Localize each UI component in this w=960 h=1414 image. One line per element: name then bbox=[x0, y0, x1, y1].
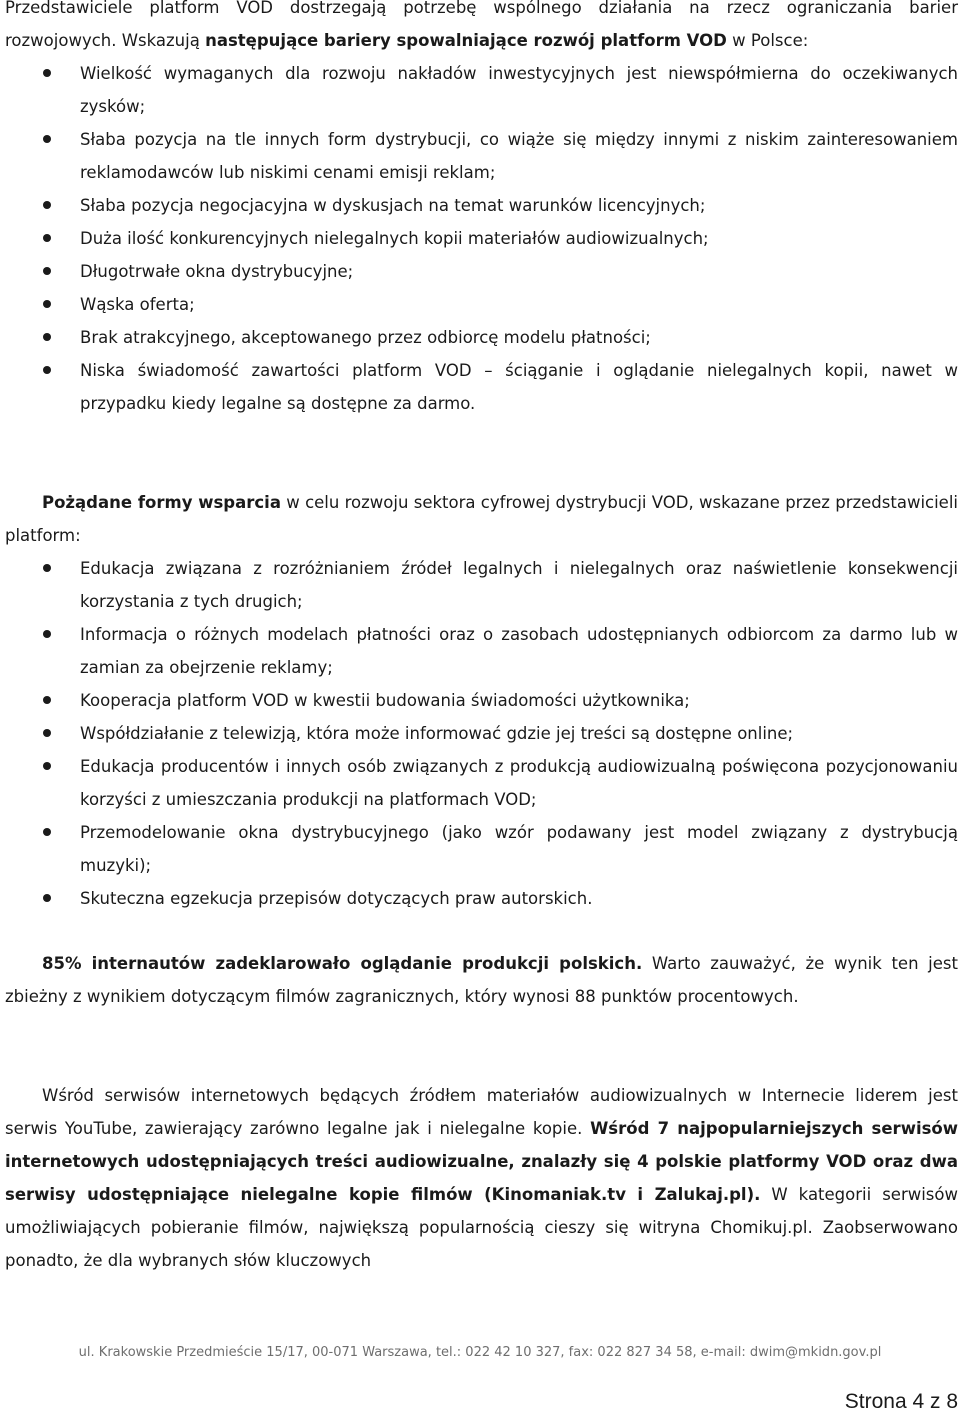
stat-paragraph bbox=[5, 947, 958, 1013]
list-item: Edukacja związana z rozróżnianiem źródeł legalnych i nielegalnych oraz naświetlenie konsekwencji korzystania z tych drugich; bbox=[5, 552, 958, 618]
bullet-icon bbox=[43, 630, 51, 638]
bullet-icon bbox=[43, 762, 51, 770]
youtube-bold: Wśród 7 najpopularniejszych serwisów internetowych udostępniających treści audiowizualne, znalazły się 4 polskie platformy VOD oraz dwa serwisy udostępniające nielegalne kopie filmów (Kinomaniak.tv i Zalukaj.pl). bbox=[5, 1119, 958, 1204]
page-number: Strona 4 z 8 bbox=[844, 1390, 958, 1413]
list-item: Kooperacja platform VOD w kwestii budowania świadomości użytkownika; bbox=[5, 684, 958, 717]
bullet-icon bbox=[43, 300, 51, 308]
list-item: Niska świadomość zawartości platform VOD – ściąganie i oglądanie nielegalnych kopii, nawet w przypadku kiedy legalne są dostępne za darmo. bbox=[5, 354, 958, 420]
list-item: Przemodelowanie okna dystrybucyjnego (jako wzór podawany jest model związany z dystrybucją muzyki); bbox=[5, 816, 958, 882]
list-item: Skuteczna egzekucja przepisów dotyczących praw autorskich. bbox=[5, 882, 958, 915]
bullet-icon bbox=[43, 69, 51, 77]
bullet-icon bbox=[43, 267, 51, 275]
bullet-icon bbox=[43, 366, 51, 374]
list-item: Wąska oferta; bbox=[5, 288, 958, 321]
intro-tail: w Polsce: bbox=[726, 31, 809, 50]
bullet-icon bbox=[43, 135, 51, 143]
bullet-icon bbox=[43, 201, 51, 209]
youtube-text-2: W kategorii serwisów umożliwiających pobieranie filmów, największą popularnością cieszy się witryna Chomikuj.pl. Zaobserwowano ponadto, że dla wybranych słów kluczowych bbox=[5, 1185, 958, 1270]
bullet-icon bbox=[43, 564, 51, 572]
bullet-icon bbox=[43, 828, 51, 836]
list-item: Długotrwałe okna dystrybucyjne; bbox=[5, 255, 958, 288]
support-list bbox=[5, 552, 958, 915]
footer-address: ul. Krakowskie Przedmieście 15/17, 00-071 Warszawa, tel.: 022 42 10 327, fax: 022 827 34 58, e-mail: dwim@mkidn.gov.pl bbox=[78, 1345, 882, 1360]
list-item: Brak atrakcyjnego, akceptowanego przez odbiorcę modelu płatności; bbox=[5, 321, 958, 354]
support-paragraph bbox=[5, 486, 958, 552]
document-body bbox=[5, 0, 958, 1277]
youtube-text-1: Wśród serwisów internetowych będących źródłem materiałów audiowizualnych w Internecie liderem jest serwis YouTube, zawierający zarówno legalne jak i nielegalne kopie. bbox=[5, 1086, 958, 1138]
intro-lead: Wskazują bbox=[116, 31, 206, 50]
bullet-icon bbox=[43, 894, 51, 902]
intro-bold: następujące bariery spowalniające rozwój platform VOD bbox=[205, 31, 727, 50]
list-item: Informacja o różnych modelach płatności oraz o zasobach udostępnianych odbiorcom za darmo lub w zamian za obejrzenie reklamy; bbox=[5, 618, 958, 684]
youtube-paragraph bbox=[5, 1079, 958, 1277]
barriers-list bbox=[5, 57, 958, 420]
support-text: w celu rozwoju sektora cyfrowej dystrybucji VOD, wskazane przez przedstawicieli platform: bbox=[5, 493, 958, 545]
list-item: Słaba pozycja na tle innych form dystrybucji, co wiąże się między innymi z niskim zainteresowaniem reklamodawców lub niskimi cenami emisji reklam; bbox=[5, 123, 958, 189]
bullet-icon bbox=[43, 234, 51, 242]
bullet-icon bbox=[43, 729, 51, 737]
list-item: Duża ilość konkurencyjnych nielegalnych kopii materiałów audiowizualnych; bbox=[5, 222, 958, 255]
list-item: Edukacja producentów i innych osób związanych z produkcją audiowizualną poświęcona pozycjonowaniu korzyści z umieszczania produkcji na platformach VOD; bbox=[5, 750, 958, 816]
support-bold: Pożądane formy wsparcia bbox=[42, 493, 281, 512]
bullet-icon bbox=[43, 696, 51, 704]
list-item: Współdziałanie z telewizją, która może informować gdzie jej treści są dostępne online; bbox=[5, 717, 958, 750]
list-item: Słaba pozycja negocjacyjna w dyskusjach na temat warunków licencyjnych; bbox=[5, 189, 958, 222]
intro-sentence: Przedstawiciele platform VOD dostrzegają potrzebę wspólnego działania na rzecz ograniczania barier rozwojowych. bbox=[5, 0, 958, 50]
bullet-icon bbox=[43, 333, 51, 341]
intro-paragraph bbox=[5, 0, 958, 57]
stat-text: Warto zauważyć, że wynik ten jest zbieżny z wynikiem dotyczącym filmów zagranicznych, który wynosi 88 punktów procentowych. bbox=[5, 954, 958, 1006]
stat-bold: 85% internautów zadeklarowało oglądanie produkcji polskich. bbox=[42, 954, 643, 973]
list-item: Wielkość wymaganych dla rozwoju nakładów inwestycyjnych jest niewspółmierna do oczekiwanych zysków; bbox=[5, 57, 958, 123]
